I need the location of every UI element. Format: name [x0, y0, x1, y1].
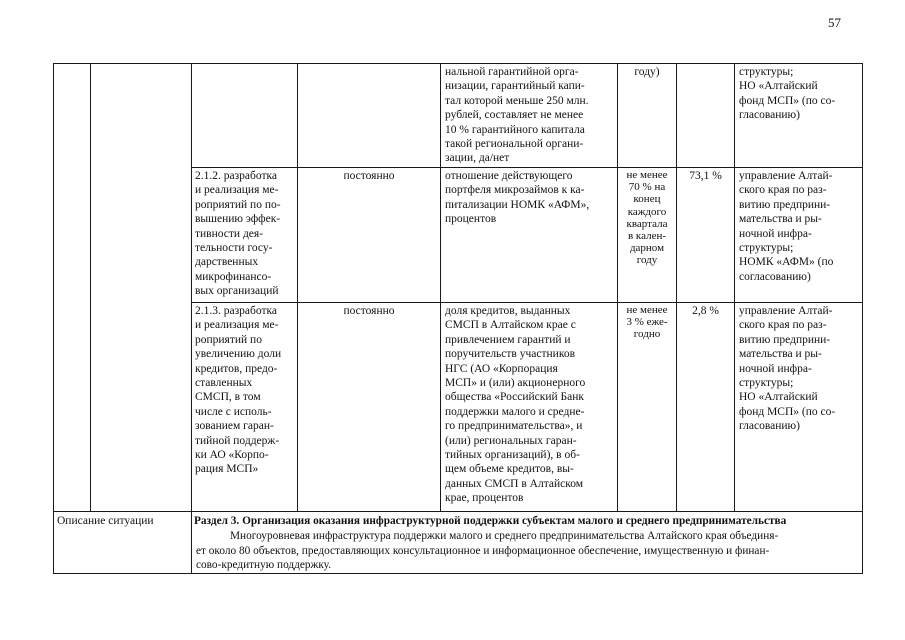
responsible-cell: управление Алтай- ского края по раз- витию предприни- мательства и ры- ночной инфра- структуры; НОМК «АФМ» (по согласованию)	[739, 170, 834, 283]
measure-cell: 2.1.3. разработка и реализация ме- роприятий по увеличению доли кредитов, предо- ставленных СМСП, в том числе с исполь- зованием гаран- тийной поддерж- ки АО «Корпо- рация МСП»	[195, 305, 282, 476]
row-divider	[53, 511, 863, 512]
measure-cell: 2.1.2. разработка и реализация ме- роприятий по по- вышению эффек- тивности дея- тельности госу- дарственных микрофинансо- вых организаций	[195, 170, 281, 298]
target-cell: не менее 3 % еже- годно	[626, 304, 668, 341]
column-divider	[440, 63, 441, 511]
indicator-cell: доля кредитов, выданных СМСП в Алтайском крае с привлечением гарантий и поручительств участников НГС (АО «Корпорация МСП» и (или) акционерного общества «Российский Банк поддержки малого и средне- го предпринимательства», и (или) региональных гаран- тийных организаций), в об- щем объеме кредитов, вы- данных СМСП в Алтайском крае, процентов	[445, 305, 586, 505]
situation-label: Описание ситуации	[57, 515, 154, 527]
section-title: Раздел 3. Организация оказания инфраструктурной поддержки субъектам малого и среднего предпринимательства	[194, 515, 787, 527]
column-divider	[191, 63, 192, 574]
target-cell: не менее 70 % на конец каждого квартала в кален- дарном году	[626, 169, 668, 267]
table-border-right	[862, 63, 863, 574]
indicator-cell: нальной гарантийной орга- низации, гарантийный капи- тал которой меньше 250 млн. рублей, составляет не менее 10 % гарантийного капитала такой региональной органи- зации, да/нет	[445, 66, 589, 165]
target-cell: году)	[634, 66, 660, 78]
measures-table	[53, 63, 863, 574]
column-divider	[617, 63, 618, 511]
column-divider	[676, 63, 677, 511]
column-divider	[90, 63, 91, 511]
column-divider	[297, 63, 298, 511]
situation-description: Многоуровневая инфраструктура поддержки малого и среднего предпринимательства Алтайского края объединя- ет около 80 объектов, предоставляющих консультационное и информационное обеспечение, имущественную и финан- сово-кредитную поддержку.	[196, 530, 779, 571]
period-cell: постоянно	[343, 170, 395, 182]
row-divider	[191, 302, 863, 303]
table-border-top	[53, 63, 863, 64]
period-cell: постоянно	[343, 305, 395, 317]
page-number: 57	[828, 15, 841, 30]
indicator-cell: отношение действующего портфеля микрозаймов к ка- питализации НОМК «АФМ», процентов	[445, 170, 590, 226]
value-cell: 73,1 %	[689, 170, 722, 182]
table-border-bottom	[53, 573, 863, 574]
table-border-left	[53, 63, 54, 574]
column-divider	[734, 63, 735, 511]
row-divider	[191, 167, 863, 168]
responsible-cell: управление Алтай- ского края по раз- витию предприни- мательства и ры- ночной инфра- структуры; НО «Алтайский фонд МСП» (по со- гласованию)	[739, 305, 836, 433]
responsible-cell: структуры; НО «Алтайский фонд МСП» (по со- гласованию)	[739, 66, 836, 122]
value-cell: 2,8 %	[692, 305, 719, 317]
